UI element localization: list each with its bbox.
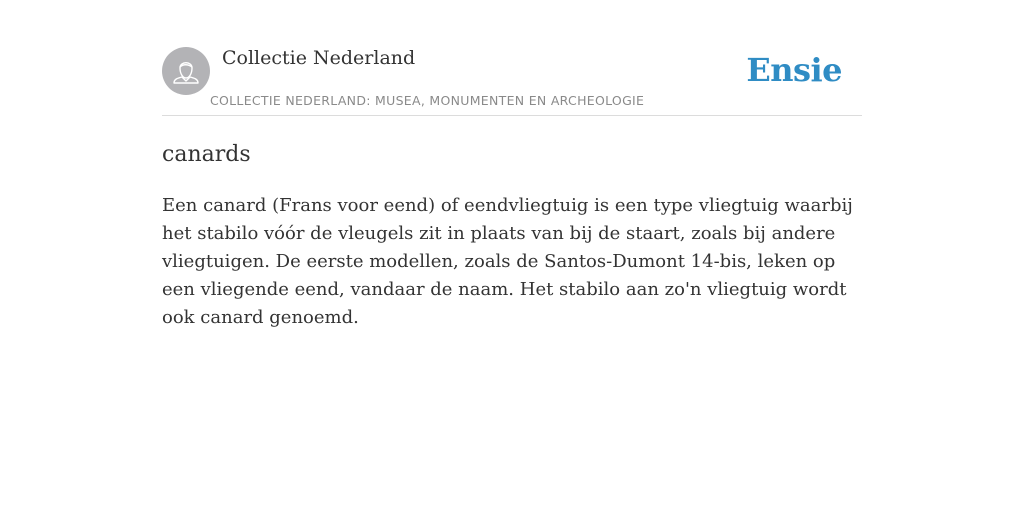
avatar[interactable]	[162, 47, 210, 95]
entry-title: canards	[162, 142, 251, 167]
author-subtitle: COLLECTIE NEDERLAND: MUSEA, MONUMENTEN EN ARCHEOLOGIE	[210, 93, 645, 108]
author-name[interactable]: Collectie Nederland	[222, 47, 416, 69]
ensie-logo[interactable]: Ensie	[746, 51, 842, 89]
entry-header	[162, 46, 862, 116]
user-silhouette-icon	[162, 47, 210, 95]
entry-body: Een canard (Frans voor eend) of eendvliegtuig is een type vliegtuig waarbij het stabilo vóór de vleugels zit in plaats van bij de staart, zoals bij andere vliegtuigen. De eerste modellen, zoals de Santos-Dumont 14-bis, leken op een vliegende eend, vandaar de naam. Het stabilo aan zo'n vliegtuig wordt ook canard genoemd.	[162, 195, 853, 328]
